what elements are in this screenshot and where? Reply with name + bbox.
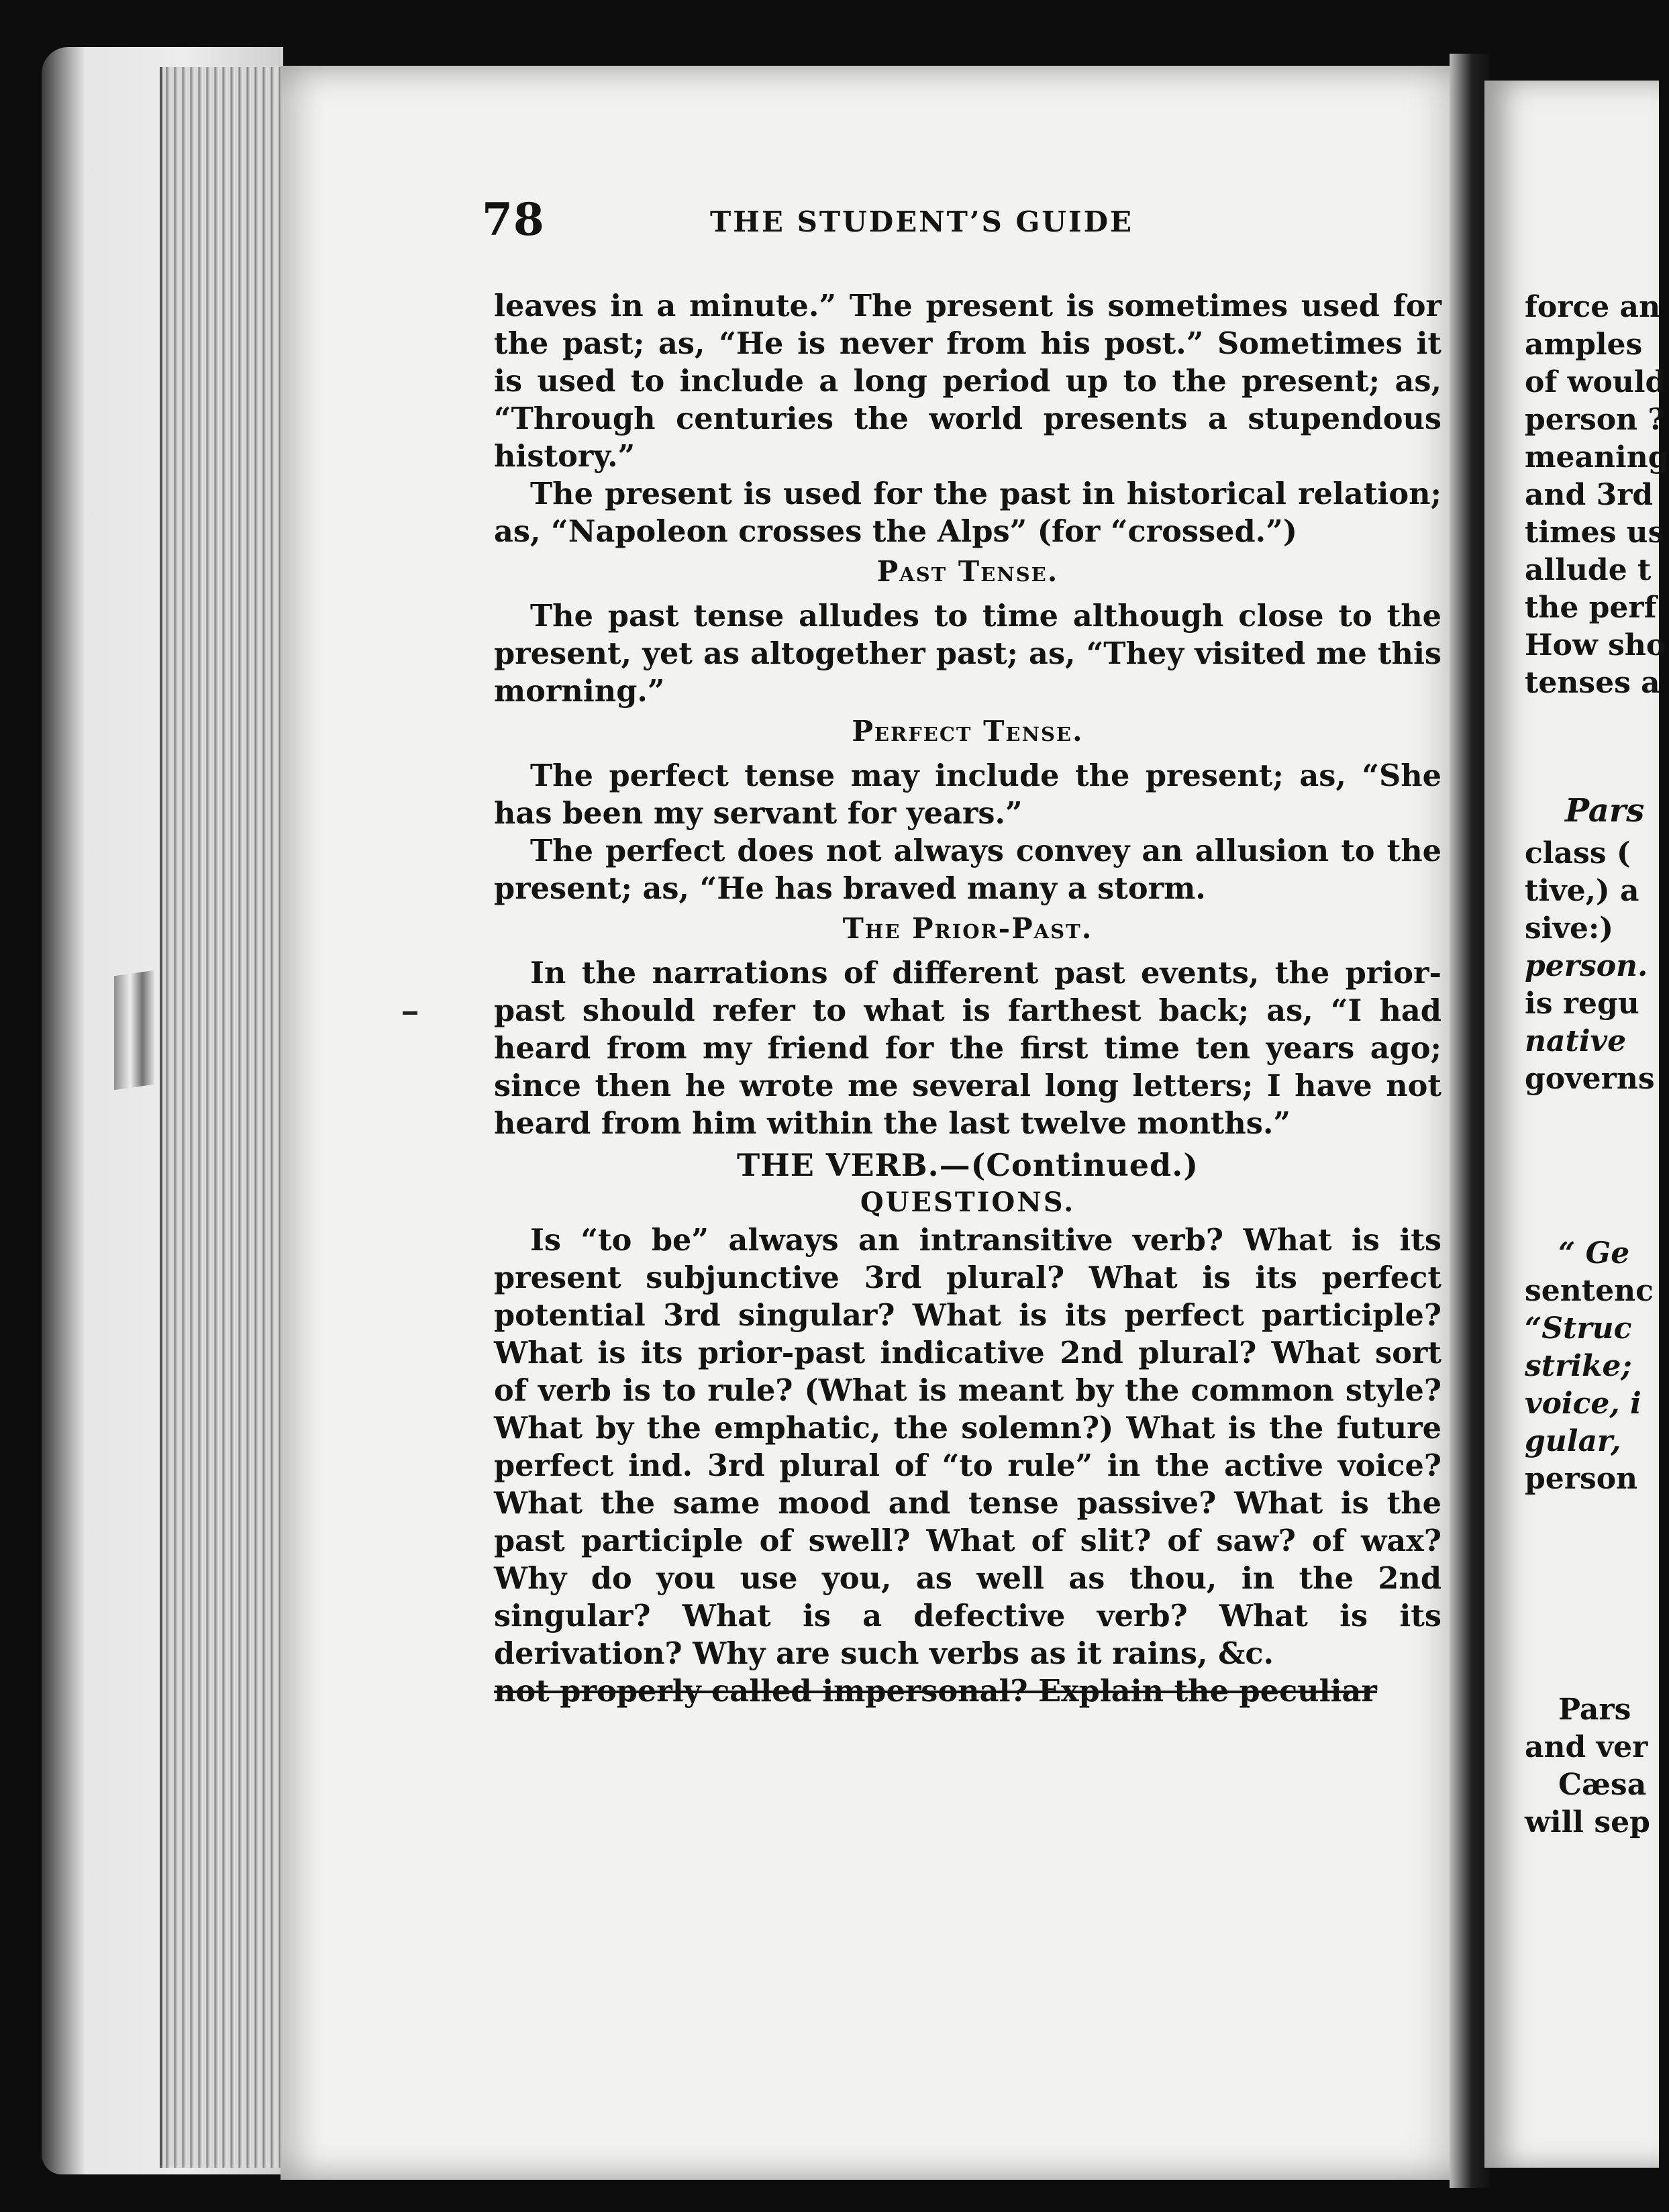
right-line: Pars [1558,1693,1631,1727]
right-line: strike; [1525,1349,1632,1383]
heading-perfect-tense: Perfect Tense. [852,715,1084,748]
paragraph-last-line: not properly called impersonal? Explain the peculiar [494,1673,1377,1709]
right-line: governs [1525,1062,1655,1096]
right-line: person. [1525,949,1648,983]
paragraph-historical-present: The present is used for the past in historical relation; as, “Napoleon crosses the Alps” (for “crossed.”) [494,476,1442,549]
right-line: sive:) [1525,911,1614,946]
right-line: will sep [1525,1805,1650,1840]
paragraph-perfect-tense: The perfect tense may include the present; as, “She has been my servant for years.” [494,758,1442,831]
book-gutter [1450,54,1490,2188]
paragraph-past-tense: The past tense alludes to time although close to the present, yet as altogether past; as, “They visited me this morning.” [494,598,1442,709]
page-number: 78 [482,193,545,246]
paragraph-prior-past: In the narrations of different past events, the prior-past should refer to what is farthest back; as, “I had heard from my friend for the first time ten years ago; since then he wrote me several long letters; I have not heard from him within the last twelve months.” [494,955,1442,1141]
right-page-fragment [1484,81,1669,2168]
right-line: voice, i [1525,1387,1641,1421]
page-text [494,287,1442,1710]
page-header [482,193,1354,254]
right-line: and 3rd [1525,478,1654,512]
right-line: class ( [1525,836,1631,870]
right-line: native [1525,1024,1627,1058]
right-line: Pars [1565,792,1645,830]
right-line: of would [1525,365,1666,399]
paragraph-present-tense: leaves in a minute.” The present is sometimes used for the past; as, “He is never from his post.” Sometimes it is used to include a long period up to the present; as, “Through centuries the world presents a stupendous history.” [494,288,1442,474]
right-line: tenses a [1525,666,1660,700]
heading-prior-past: The Prior-Past. [842,912,1093,945]
left-page [281,66,1475,2180]
right-line: allude t [1525,553,1652,587]
right-line: amples [1525,328,1643,362]
right-line: tive,) a [1525,874,1639,908]
right-line: “Struc [1525,1311,1632,1346]
right-line: times us [1525,515,1665,550]
page-edges [160,67,290,2168]
margin-dash-mark [403,1011,417,1015]
running-head: THE STUDENT’S GUIDE [710,205,1134,238]
right-line: Cæsa [1558,1768,1647,1802]
right-line: meaning [1525,440,1669,474]
heading-questions: QUESTIONS. [860,1187,1076,1218]
right-line: person ? [1525,403,1666,437]
paragraph-perfect-allusion: The perfect does not always convey an allusion to the present; as, “He has braved many a storm. [494,833,1442,906]
heading-the-verb: THE VERB.—(Continued.) [737,1147,1199,1183]
right-line: How sho [1525,628,1666,662]
edge-tab-mark [114,970,154,1090]
right-line: sentenc [1525,1274,1654,1308]
right-line: force an [1525,290,1661,324]
right-line: is regu [1525,987,1639,1021]
right-line: “ Ge [1558,1236,1630,1270]
paragraph-questions: Is “to be” always an intransitive verb? What is its present subjunctive 3rd plural? What is its perfect potential 3rd singular? What is its perfect participle? What is its prior-past indicative 2nd plural? What sort of verb is to rule? (What is meant by the common style? What by the emphatic, the solemn?) What is the future perfect ind. 3rd plural of “to rule” in the active voice? What the same mood and tense passive? What is the past participle of swell? What of slit? of saw? of wax? Why do you use you, as well as thou, in the 2nd singular? What is a defective verb? What is its derivation? Why are such verbs as it rains, &c. [494,1222,1442,1671]
right-line: gular, [1525,1424,1621,1458]
right-line: person [1525,1462,1638,1496]
right-line: and ver [1525,1730,1648,1764]
heading-past-tense: Past Tense. [876,555,1059,588]
right-line: the perf [1525,591,1657,625]
